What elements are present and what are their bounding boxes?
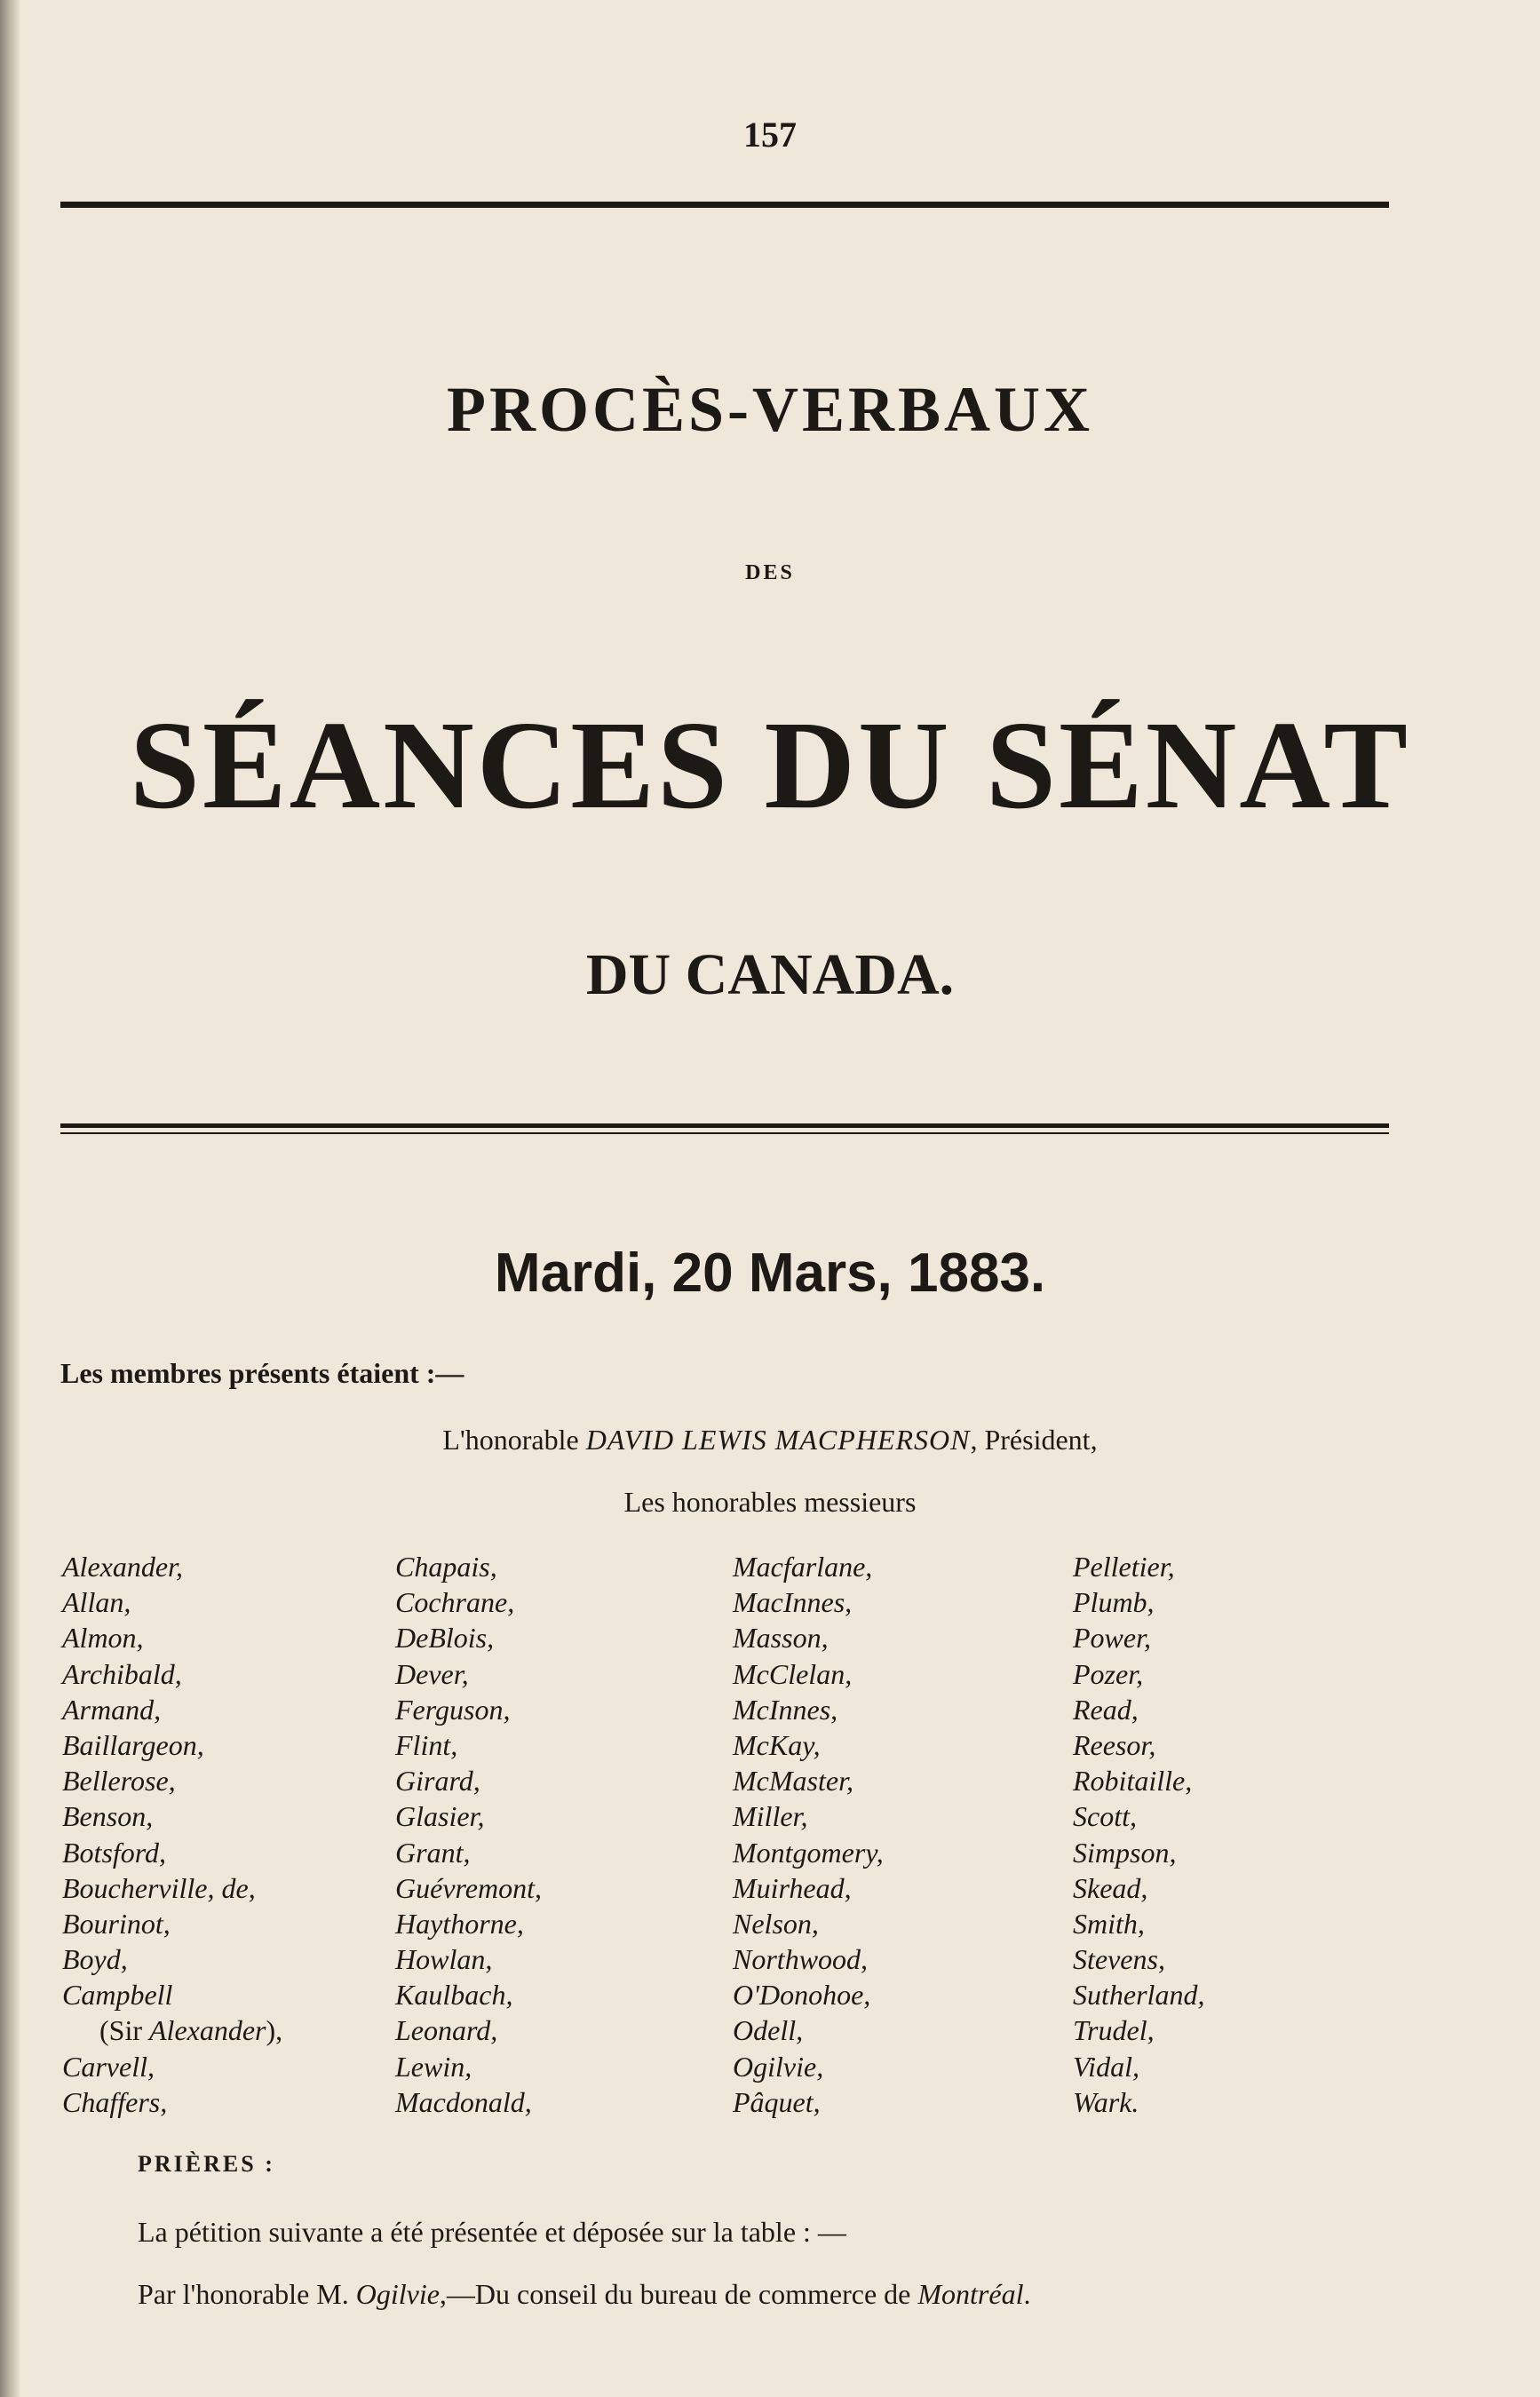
- member-name: Baillargeon,: [62, 1728, 204, 1761]
- member-name: Leonard,: [395, 2014, 498, 2047]
- members-list: [0, 1549, 1540, 2135]
- title-proces-verbaux: PROCÈS-VERBAUX: [446, 374, 1094, 445]
- member-name: Botsford,: [62, 1836, 167, 1869]
- member-name: McClelan,: [733, 1657, 853, 1690]
- member-name: Plumb,: [1073, 1586, 1155, 1619]
- member-name: Ogilvie,: [733, 2050, 824, 2083]
- member-name: Flint,: [395, 1728, 458, 1761]
- member-name: Macdonald,: [395, 2085, 532, 2118]
- member-name: Lewin,: [395, 2050, 472, 2083]
- member-name: Almon,: [62, 1622, 144, 1655]
- member-name: Masson,: [733, 1622, 829, 1655]
- member-name: Robitaille,: [1073, 1765, 1193, 1798]
- members-column-3: [733, 1549, 884, 2120]
- member-name: McInnes,: [733, 1693, 838, 1726]
- president-name: DAVID LEWIS MACPHERSON: [585, 1424, 971, 1456]
- member-name: DeBlois,: [395, 1622, 495, 1655]
- page-number: 157: [743, 115, 797, 155]
- member-name: Girard,: [395, 1765, 480, 1798]
- member-name: Miller,: [733, 1800, 808, 1833]
- petition-prefix: Par l'honorable M.: [138, 2278, 356, 2310]
- prayers-heading: PRIÈRES :: [138, 2151, 275, 2177]
- president-prefix: L'honorable: [442, 1424, 586, 1456]
- petition-entry: [138, 2278, 1030, 2311]
- member-name: Carvell,: [62, 2050, 155, 2083]
- members-column-2: [395, 1549, 542, 2120]
- president-suffix: , Président,: [970, 1424, 1098, 1456]
- member-name: Reesor,: [1073, 1728, 1156, 1761]
- president-line: [0, 1424, 1540, 1456]
- member-name: McMaster,: [733, 1765, 853, 1798]
- member-name: MacInnes,: [733, 1586, 853, 1619]
- continuation-open: (Sir: [99, 2014, 149, 2047]
- title-seances-du-senat: SÉANCES DU SÉNAT: [129, 694, 1411, 835]
- member-name: Archibald,: [62, 1657, 182, 1690]
- top-double-rule: [60, 197, 1389, 208]
- member-name: Skead,: [1073, 1871, 1148, 1904]
- member-name: Boyd,: [62, 1943, 128, 1976]
- petition-end: .: [1023, 2278, 1031, 2310]
- member-name: Kaulbach,: [395, 1979, 513, 2012]
- member-name: Bellerose,: [62, 1765, 176, 1798]
- member-name: Odell,: [733, 2014, 804, 2047]
- member-name: Guévremont,: [395, 1871, 542, 1904]
- member-name: Vidal,: [1073, 2050, 1139, 2083]
- middle-double-rule: [60, 1123, 1389, 1134]
- member-name: Dever,: [395, 1657, 469, 1690]
- member-name: Chaffers,: [62, 2085, 168, 2118]
- member-name: Sutherland,: [1073, 1979, 1205, 2012]
- member-name: Macfarlane,: [733, 1551, 873, 1583]
- petition-middle: ,—Du conseil du bureau de commerce de: [439, 2278, 918, 2310]
- member-name: Grant,: [395, 1836, 471, 1869]
- member-name: Smith,: [1073, 1907, 1145, 1940]
- member-name: McKay,: [733, 1728, 821, 1761]
- member-name: Stevens,: [1073, 1943, 1165, 1976]
- member-name: Howlan,: [395, 1943, 493, 1976]
- members-intro: Les membres présents étaient :—: [60, 1357, 464, 1389]
- member-name: Armand,: [62, 1693, 162, 1726]
- member-name: Trudel,: [1073, 2014, 1155, 2047]
- session-date: Mardi, 20 Mars, 1883.: [494, 1242, 1046, 1304]
- member-name: Power,: [1073, 1622, 1151, 1655]
- member-name: Cochrane,: [395, 1586, 515, 1619]
- member-name: Campbell: [62, 1979, 173, 2012]
- member-name: Chapais,: [395, 1551, 497, 1583]
- member-name-continuation: [62, 2012, 282, 2048]
- continuation-name: Alexander: [149, 2014, 266, 2047]
- member-name: Boucherville, de,: [62, 1871, 256, 1904]
- member-name: Glasier,: [395, 1800, 485, 1833]
- member-name: Read,: [1073, 1693, 1139, 1726]
- petition-city: Montréal: [917, 2278, 1024, 2310]
- member-name: Pozer,: [1073, 1657, 1144, 1690]
- member-name: Pelletier,: [1073, 1551, 1175, 1583]
- member-name: Allan,: [62, 1586, 131, 1619]
- member-name: O'Donohoe,: [733, 1979, 871, 2012]
- member-name: Ferguson,: [395, 1693, 511, 1726]
- member-name: Muirhead,: [733, 1871, 852, 1904]
- members-column-1: [62, 1549, 282, 2120]
- member-name: Wark.: [1073, 2085, 1139, 2118]
- member-name: Alexander,: [62, 1551, 183, 1583]
- continuation-close: ),: [266, 2014, 283, 2047]
- honorables-label: Les honorables messieurs: [623, 1486, 917, 1518]
- member-name: Benson,: [62, 1800, 154, 1833]
- petition-intro: La pétition suivante a été présentée et déposée sur la table : —: [138, 2216, 846, 2248]
- members-column-4: [1073, 1549, 1204, 2120]
- member-name: Montgomery,: [733, 1836, 884, 1869]
- member-name: Haythorne,: [395, 1907, 524, 1940]
- member-name: Nelson,: [733, 1907, 819, 1940]
- member-name: Simpson,: [1073, 1836, 1177, 1869]
- petition-senator: Ogilvie: [355, 2278, 440, 2310]
- member-name: Pâquet,: [733, 2085, 821, 2118]
- title-du-canada: DU CANADA.: [585, 942, 955, 1007]
- title-des: DES: [745, 561, 795, 584]
- member-name: Scott,: [1073, 1800, 1137, 1833]
- member-name: Bourinot,: [62, 1907, 171, 1940]
- member-name: Northwood,: [733, 1943, 869, 1976]
